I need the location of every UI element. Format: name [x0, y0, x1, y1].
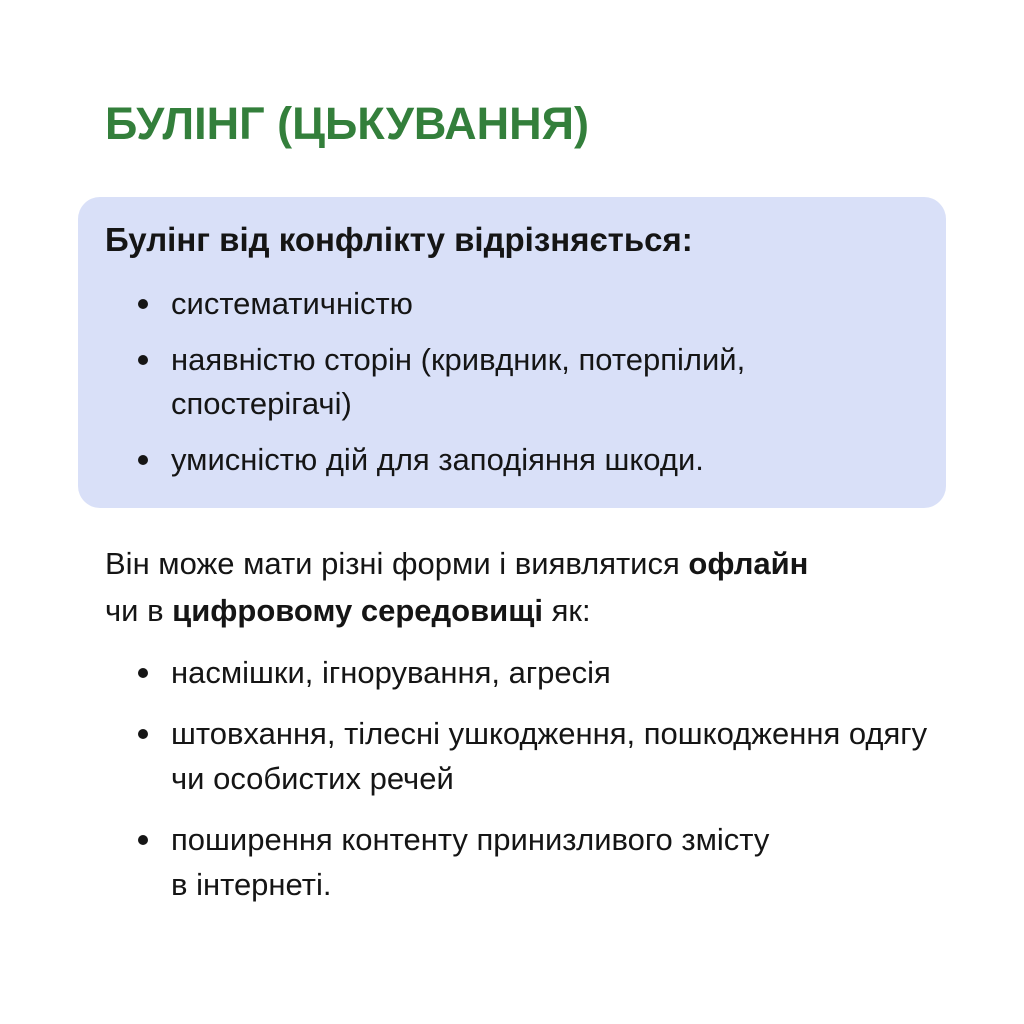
bullet-dot: [138, 729, 148, 739]
list-item: [105, 282, 918, 326]
bullet-dot: [138, 355, 148, 365]
list-item: [105, 338, 918, 426]
list-item: [105, 438, 918, 482]
paragraph-segment: чи в: [105, 593, 173, 628]
list-item: [105, 650, 931, 695]
paragraph-segment: Він може мати різні форми і виявлятися: [105, 546, 689, 581]
bullet-dot: [138, 835, 148, 845]
forms-bullet-list: [105, 650, 931, 907]
card-bullet-list: [105, 282, 918, 482]
card-heading: Булінг від конфлікту відрізняється:: [105, 221, 693, 258]
list-item-text: насмішки, ігнорування, агресія: [171, 655, 611, 690]
paragraph-segment: як:: [543, 593, 591, 628]
bullet-dot: [138, 299, 148, 309]
list-item-text: штовхання, тілесні ушкодження, пошкодження одягу чи особистих речей: [171, 716, 928, 796]
bullet-dot: [138, 455, 148, 465]
list-item-text: систематичністю: [171, 286, 413, 322]
page-title: БУЛІНГ (ЦЬКУВАННЯ): [105, 98, 589, 149]
paragraph-segment-bold: цифровому середовищі: [172, 593, 543, 628]
list-item-text: наявністю сторін (кривдник, потерпілий, спостерігачі): [171, 342, 746, 422]
list-item: [105, 711, 931, 801]
list-item-text: поширення контенту принизливого змісту в інтернеті.: [171, 822, 770, 902]
list-item-text: умисністю дій для заподіяння шкоди.: [171, 442, 704, 478]
list-item: [105, 817, 931, 907]
forms-paragraph: [105, 540, 808, 634]
paragraph-segment-bold: офлайн: [688, 546, 809, 581]
bullet-dot: [138, 668, 148, 678]
definition-card: [78, 197, 946, 508]
